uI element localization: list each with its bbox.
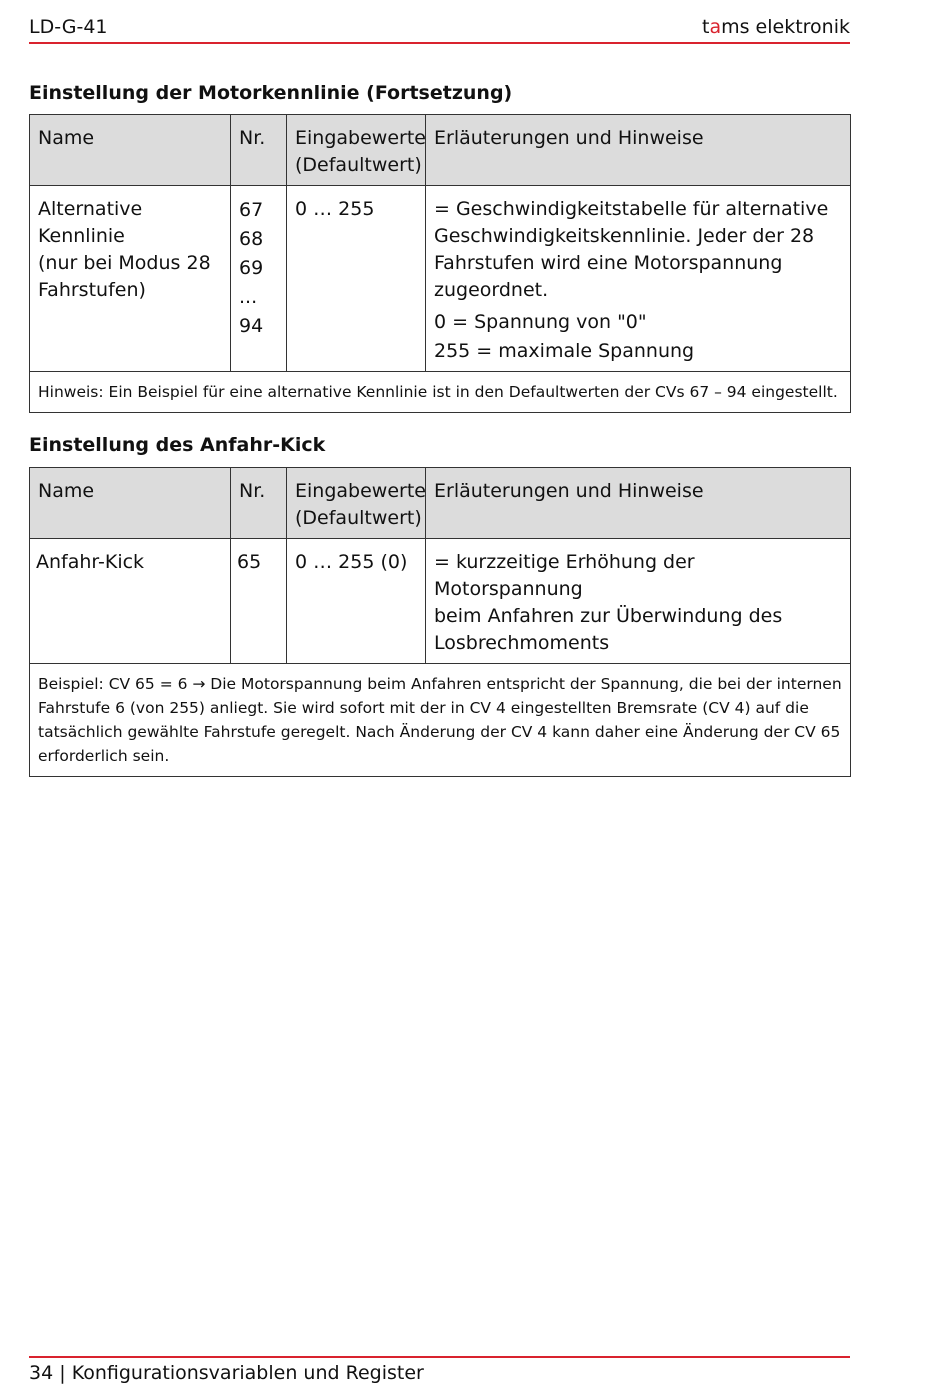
page-footer: [29, 1356, 850, 1384]
table-note-row: [30, 372, 851, 413]
cell-nr: 67 68 69 ... 94: [231, 186, 287, 372]
example-cell: Beispiel: CV 65 = 6 → Die Motorspannung beim Anfahren entspricht der Spannung, die bei der internen Fahrstufe 6 (von 255) anliegt. Sie wird sofort mit der in CV 4 eingestellten Bremsrate (CV 4) auf die tatsächlich gewählte Fahrstufe geregelt. Nach Änderung der CV 4 kann daher eine Änderung der CV 65 erforderlich sein.: [30, 664, 851, 777]
column-header-erlaeuterungen: Erläuterungen und Hinweise: [426, 115, 851, 186]
cell-erlaeuterungen: = kurzzeitige Erhöhung der Motorspannung beim Anfahren zur Überwindung des Losbrechmoments: [426, 539, 851, 664]
cell-eingabewerte: 0 … 255 (0): [287, 539, 426, 664]
table-row: [30, 539, 851, 664]
cell-eingabewerte: 0 … 255: [287, 186, 426, 372]
column-header-eingabewerte: Eingabewerte (Defaultwert): [287, 468, 426, 539]
motorkennlinie-table: [29, 114, 851, 413]
table-header-row: [30, 115, 851, 186]
section-title-anfahr-kick: Einstellung des Anfahr-Kick: [29, 434, 326, 456]
column-header-eingabewerte: Eingabewerte (Defaultwert): [287, 115, 426, 186]
page-header: [29, 14, 850, 44]
table-note-row: [30, 664, 851, 777]
chapter-title: Konfigurationsvariablen und Register: [71, 1362, 424, 1384]
anfahr-kick-table: [29, 467, 851, 777]
column-header-erlaeuterungen: Erläuterungen und Hinweise: [426, 468, 851, 539]
table-row: [30, 186, 851, 372]
cell-name: Alternative Kennlinie (nur bei Modus 28 Fahrstufen): [30, 186, 231, 372]
cell-name: Anfahr-Kick: [30, 539, 231, 664]
column-header-name: Name: [30, 115, 231, 186]
document-id: LD-G-41: [29, 16, 108, 38]
section-title-motorkennlinie: Einstellung der Motorkennlinie (Fortsetzung): [29, 82, 513, 104]
brand-name: tams elektronik: [701, 16, 850, 38]
column-header-nr: Nr.: [231, 115, 287, 186]
column-header-nr: Nr.: [231, 468, 287, 539]
footer-separator: |: [59, 1362, 66, 1384]
cell-nr: 65: [231, 539, 287, 664]
column-header-name: Name: [30, 468, 231, 539]
cell-erlaeuterungen: = Geschwindigkeitstabelle für alternative Geschwindigkeitskennlinie. Jeder der 28 Fahrstufen wird eine Motorspannung zugeordnet. 0 = Spannung von "0" 255 = maximale Spannung: [426, 186, 851, 372]
page-number: 34: [29, 1362, 54, 1384]
note-cell: Hinweis: Ein Beispiel für eine alternative Kennlinie ist in den Defaultwerten der CVs 67 – 94 eingestellt.: [30, 372, 851, 413]
table-header-row: [30, 468, 851, 539]
